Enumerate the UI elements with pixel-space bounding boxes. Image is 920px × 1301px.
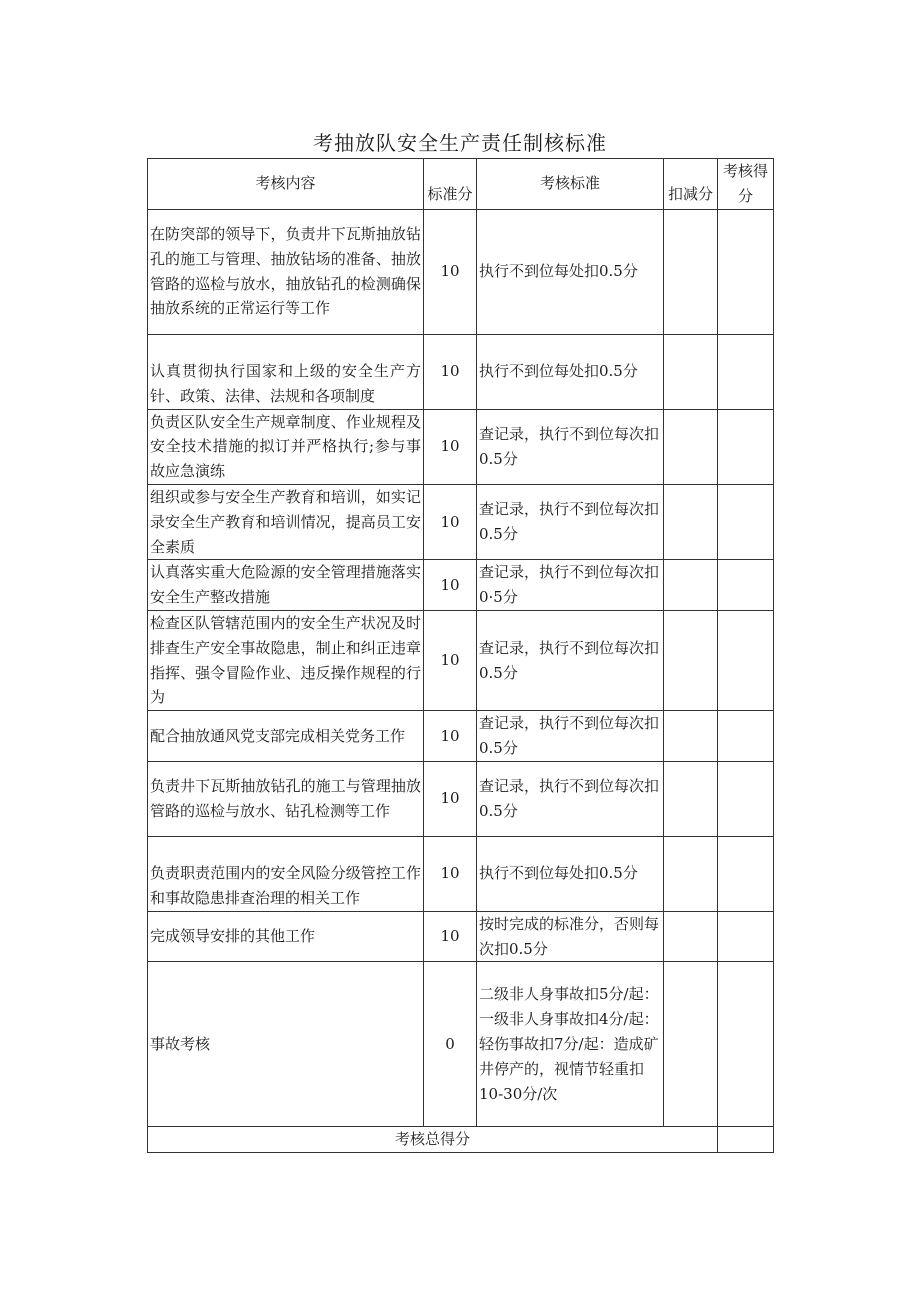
row-standard: 10 (424, 334, 477, 409)
header-content: 考核内容 (148, 159, 424, 210)
table-row (148, 484, 774, 559)
total-row (148, 1127, 774, 1153)
table-row (148, 761, 774, 836)
row-deduction-cell[interactable] (664, 409, 718, 484)
row-content: 完成领导安排的其他工作 (148, 911, 424, 962)
table-row (148, 962, 774, 1127)
row-content: 认真落实重大危险源的安全管理措施落实安全生产整改措施 (148, 560, 424, 611)
row-standard: 10 (424, 209, 477, 334)
row-standard: 10 (424, 911, 477, 962)
row-score-cell[interactable] (718, 560, 774, 611)
table-row (148, 209, 774, 334)
row-content: 认真贯彻执行国家和上级的安全生产方针、政策、法律、法规和各项制度 (148, 334, 424, 409)
total-score-cell[interactable] (718, 1127, 774, 1153)
assessment-table (147, 158, 774, 1153)
row-criteria: 查记录，执行不到位每次扣0.5分 (477, 711, 664, 762)
row-criteria: 查记录，执行不到位每次扣0.5分 (477, 761, 664, 836)
row-score-cell[interactable] (718, 334, 774, 409)
table-row (148, 334, 774, 409)
row-score-cell[interactable] (718, 610, 774, 710)
row-content: 负责区队安全生产规章制度、作业规程及安全技术措施的拟订并严格执行;参与事故应急演练 (148, 409, 424, 484)
row-criteria: 执行不到位每处扣0.5分 (477, 334, 664, 409)
row-deduction-cell[interactable] (664, 711, 718, 762)
row-deduction-cell[interactable] (664, 484, 718, 559)
row-content: 负责井下瓦斯抽放钻孔的施工与管理抽放管路的巡检与放水、钻孔检测等工作 (148, 761, 424, 836)
table-row (148, 409, 774, 484)
row-deduction-cell[interactable] (664, 911, 718, 962)
row-score-cell[interactable] (718, 409, 774, 484)
row-criteria: 二级非人身事故扣5分/起：一级非人身事故扣4分/起：轻伤事故扣7分/起：造成矿井停产的，视情节轻重扣10-30分/次 (477, 962, 664, 1127)
row-criteria: 查记录，执行不到位每次扣0·5分 (477, 560, 664, 611)
row-criteria: 查记录，执行不到位每次扣0.5分 (477, 484, 664, 559)
header-criteria: 考核标准 (477, 159, 664, 210)
row-standard: 10 (424, 836, 477, 911)
table-row (148, 711, 774, 762)
header-row (148, 159, 774, 210)
row-content: 在防突部的领导下，负责井下瓦斯抽放钻孔的施工与管理、抽放钻场的准备、抽放管路的巡检与放水，抽放钻孔的检测确保抽放系统的正常运行等工作 (148, 209, 424, 334)
row-standard: 0 (424, 962, 477, 1127)
row-content: 负责职责范围内的安全风险分级管控工作和事故隐患排查治理的相关工作 (148, 836, 424, 911)
row-score-cell[interactable] (718, 209, 774, 334)
row-deduction-cell[interactable] (664, 334, 718, 409)
row-standard: 10 (424, 610, 477, 710)
row-deduction-cell[interactable] (664, 209, 718, 334)
row-criteria: 查记录，执行不到位每次扣0.5分 (477, 409, 664, 484)
row-score-cell[interactable] (718, 836, 774, 911)
row-content: 组织或参与安全生产教育和培训，如实记录安全生产教育和培训情况，提高员工安全素质 (148, 484, 424, 559)
row-content: 配合抽放通风党支部完成相关党务工作 (148, 711, 424, 762)
total-label: 考核总得分 (148, 1127, 718, 1153)
row-score-cell[interactable] (718, 911, 774, 962)
row-criteria: 查记录，执行不到位每次扣0.5分 (477, 610, 664, 710)
table-row (148, 836, 774, 911)
row-score-cell[interactable] (718, 711, 774, 762)
row-standard: 10 (424, 409, 477, 484)
page-title: 考抽放队安全生产责任制核标准 (313, 131, 607, 155)
row-standard: 10 (424, 560, 477, 611)
row-score-cell[interactable] (718, 761, 774, 836)
row-deduction-cell[interactable] (664, 761, 718, 836)
table-row (148, 560, 774, 611)
header-standard: 标准分 (424, 159, 477, 210)
row-standard: 10 (424, 484, 477, 559)
row-content: 检查区队管辖范围内的安全生产状况及时排查生产安全事故隐患，制止和纠正违章指挥、强令冒险作业、违反操作规程的行为 (148, 610, 424, 710)
row-criteria: 执行不到位每处扣0.5分 (477, 836, 664, 911)
row-standard: 10 (424, 761, 477, 836)
row-deduction-cell[interactable] (664, 560, 718, 611)
row-standard: 10 (424, 711, 477, 762)
row-content: 事故考核 (148, 962, 424, 1127)
row-criteria: 执行不到位每处扣0.5分 (477, 209, 664, 334)
row-deduction-cell[interactable] (664, 836, 718, 911)
row-deduction-cell[interactable] (664, 962, 718, 1127)
header-score: 考核得分 (718, 159, 774, 210)
row-score-cell[interactable] (718, 484, 774, 559)
row-score-cell[interactable] (718, 962, 774, 1127)
header-deduction: 扣减分 (664, 159, 718, 210)
row-criteria: 按时完成的标准分，否则每次扣0.5分 (477, 911, 664, 962)
table-row (148, 911, 774, 962)
table-row (148, 610, 774, 710)
row-deduction-cell[interactable] (664, 610, 718, 710)
